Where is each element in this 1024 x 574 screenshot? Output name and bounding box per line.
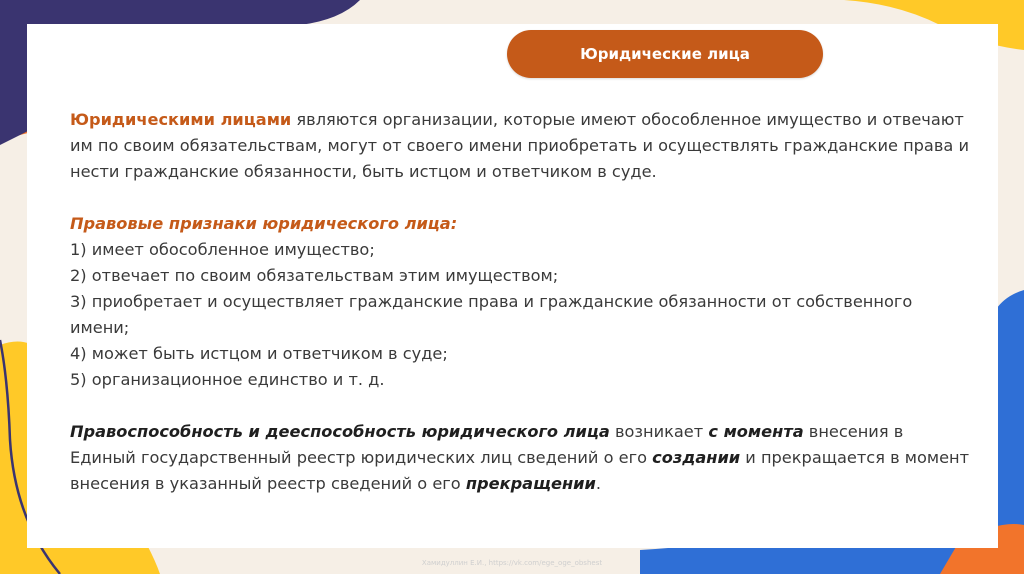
definition-paragraph <box>70 107 970 185</box>
capacity-emphasis-termination: прекращении <box>465 474 596 493</box>
capacity-text-2: внесения в Единый государственный реестр юридических лиц сведений о его <box>70 422 904 467</box>
slide-title: Юридические лица <box>507 30 823 78</box>
slide-body <box>70 107 970 497</box>
capacity-emphasis-creation: создании <box>652 448 741 467</box>
feature-item: 5) организационное единство и т. д. <box>70 370 385 389</box>
capacity-text-4: . <box>595 474 602 493</box>
feature-item: 3) приобретает и осуществляет гражданские права и гражданские обязанности от собственного имени; <box>70 292 913 337</box>
capacity-paragraph <box>70 419 970 497</box>
capacity-text-3: и прекращается в момент внесения в указанный реестр сведений о его <box>70 448 970 493</box>
feature-item: 4) может быть истцом и ответчиком в суде; <box>70 344 448 363</box>
footer-credit: Хамидуллин Е.И., https://vk.com/ege_oge_obshest <box>421 559 603 567</box>
definition-text: являются организации, которые имеют обособленное имущество и отвечают им по своим обязательствам, могут от своего имени приобретать и осуществлять гражданские права и нести гражданские обязанности, быть истцом и ответчиком в суде. <box>70 110 969 181</box>
feature-item: 1) имеет обособленное имущество; <box>70 240 375 259</box>
definition-term: Юридическими лицами <box>70 110 292 129</box>
capacity-emphasis-moment: с момента <box>708 422 804 441</box>
feature-item: 2) отвечает по своим обязательствам этим имуществом; <box>70 266 559 285</box>
capacity-text-1: возникает <box>609 422 709 441</box>
features-heading: Правовые признаки юридического лица: <box>70 214 458 233</box>
capacity-term: Правоспособность и дееспособность юридического лица <box>70 422 610 441</box>
